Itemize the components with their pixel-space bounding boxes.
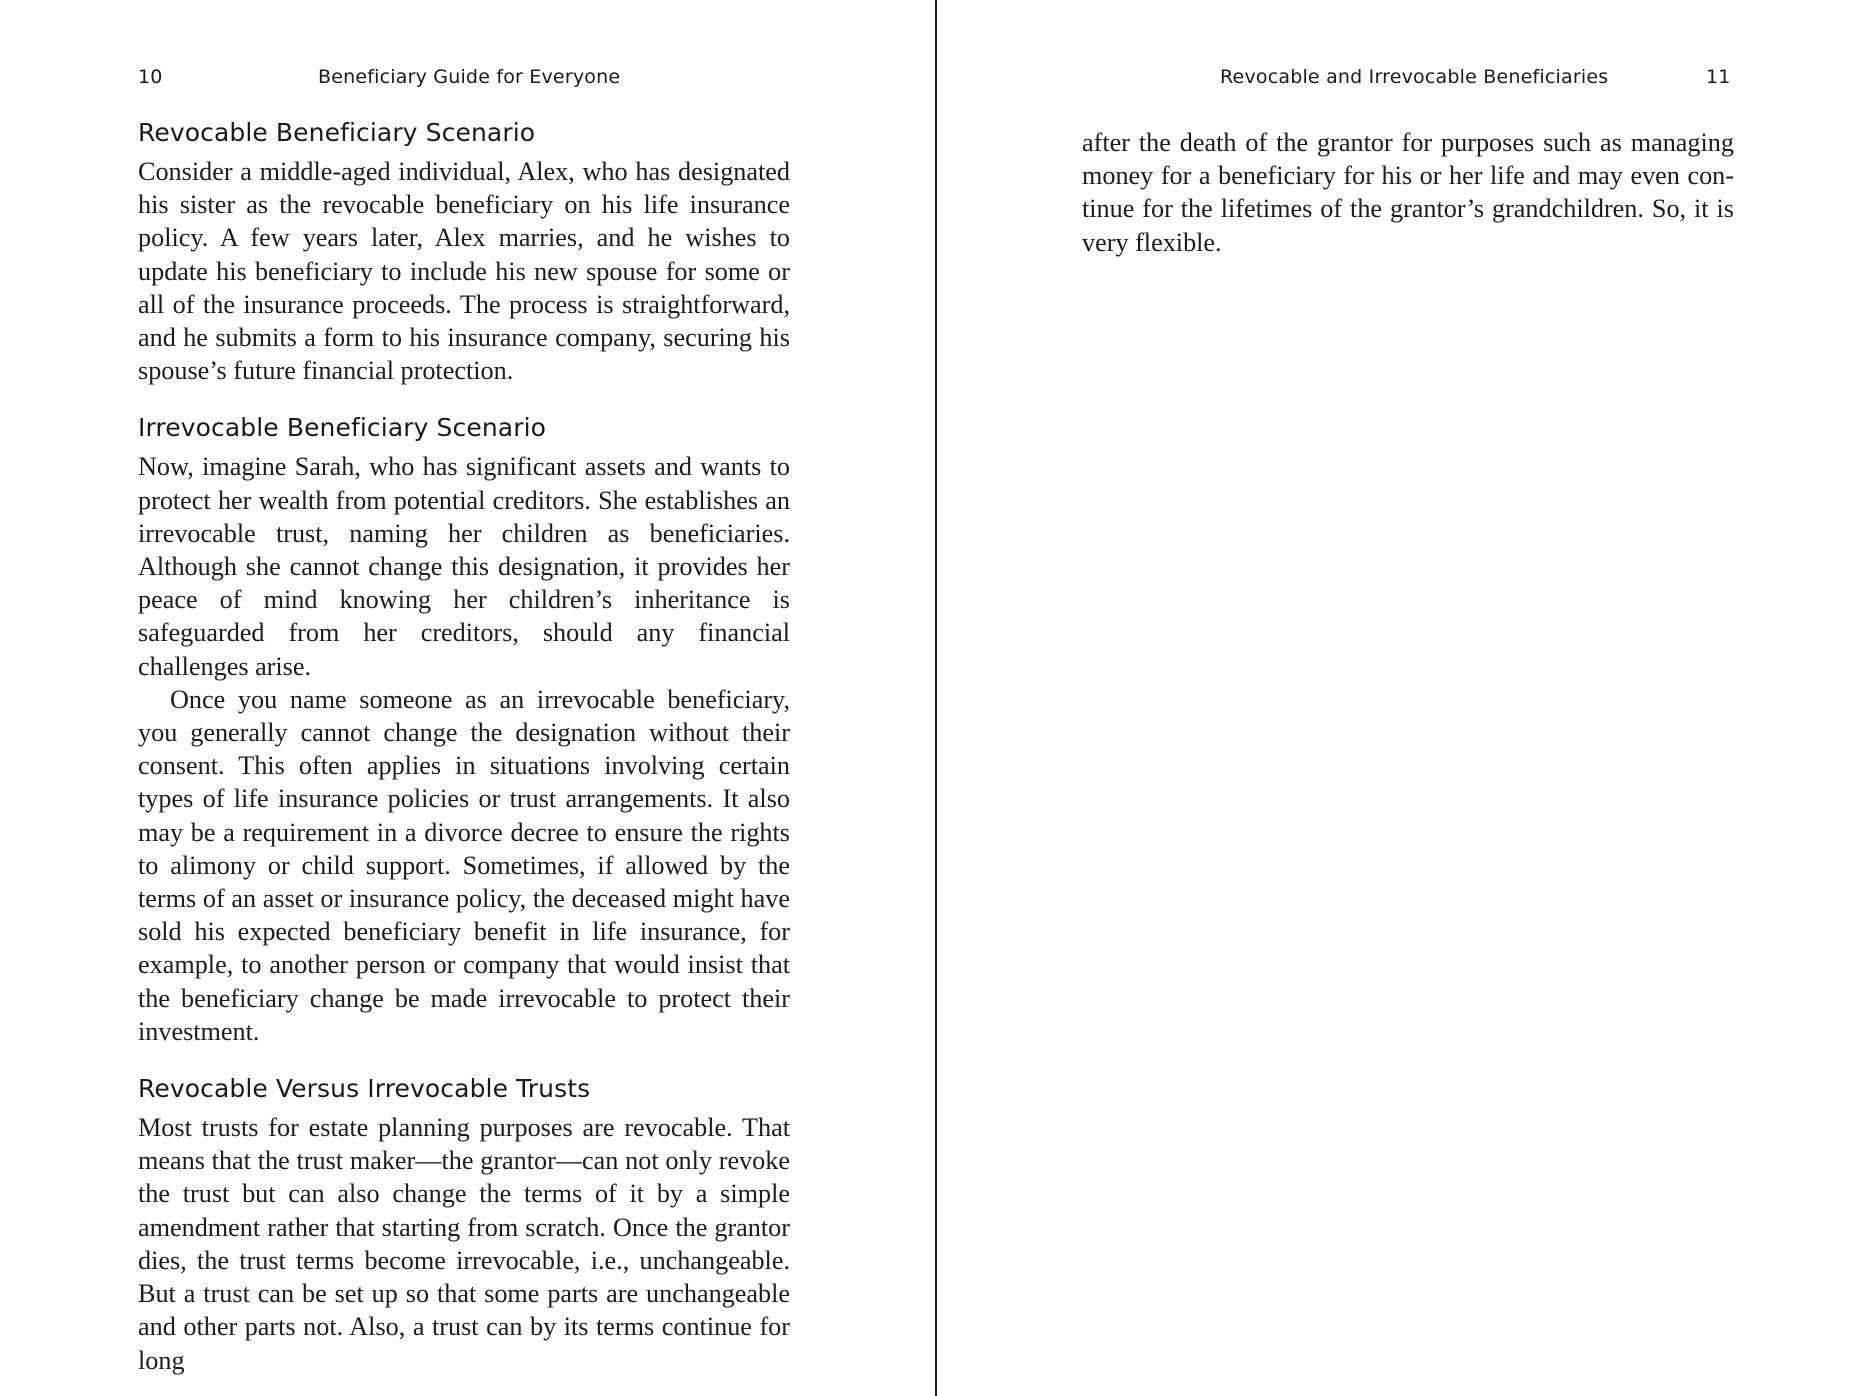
body-paragraph: Consider a middle-aged individual, Alex, who has designated his sister as the revocable beneficiary on his life insurance policy. A few years later, Alex marries, and he wishes to update his beneficiary to include his new spouse for some or all of the insurance proceeds. The process is straightforward, and he submits a form to his insurance company, securing his spouse’s future financial protection.	[138, 157, 790, 386]
body-paragraph: Now, imagine Sarah, who has significant assets and wants to protect her wealth from potential creditors. She establishes an irrevocable trust, naming her children as beneficiaries. Although she cannot change this designation, it provides her peace of mind knowing her children’s inheritance is safeguarded from her creditors, should any financial challenges arise.	[138, 452, 790, 681]
right-running-title: Revocable and Irrevocable Beneficiaries	[1220, 66, 1609, 88]
left-running-title: Beneficiary Guide for Everyone	[318, 66, 621, 88]
section-heading: Irrevocable Beneficiary Scenario	[138, 413, 547, 443]
section-heading: Revocable Versus Irrevocable Trusts	[138, 1074, 591, 1104]
body-paragraph: after the death of the grantor for purposes such as managing money for a beneficiary for his or her life and may even continue for the lifetimes of the grantor’s grandchildren. So, it is very flexible.	[1082, 128, 1734, 257]
section-heading: Revocable Beneficiary Scenario	[138, 118, 536, 147]
left-page-body	[138, 118, 790, 1377]
right-page	[937, 0, 1862, 1396]
body-paragraph: Once you name someone as an irrevocable beneficiary, you generally cannot change the designation without their consent. This often applies in situations involving certain types of life insurance policies or trust arrangements. It also may be a requirement in a divorce decree to ensure the rights to alimony or child support. Sometimes, if allowed by the terms of an asset or insurance policy, the deceased might have sold his expected beneficiary benefit in life insurance, for example, to another person or company that would insist that the beneficiary change be made irrevocable to protect their investment.	[138, 684, 790, 1046]
right-page-body	[1082, 126, 1734, 259]
right-page-number: 11	[1706, 66, 1731, 88]
left-page-number: 10	[138, 66, 163, 88]
body-paragraph: Most trusts for estate planning purposes are revocable. That means that the trust maker—the grantor—can not only revoke the trust but can also change the terms of it by a simple amendment rather that starting from scratch. Once the grantor dies, the trust terms become irrevocable, i.e., unchangeable. But a trust can be set up so that some parts are unchangeable and other parts not. Also, a trust can by its terms continue for long	[138, 1113, 790, 1375]
